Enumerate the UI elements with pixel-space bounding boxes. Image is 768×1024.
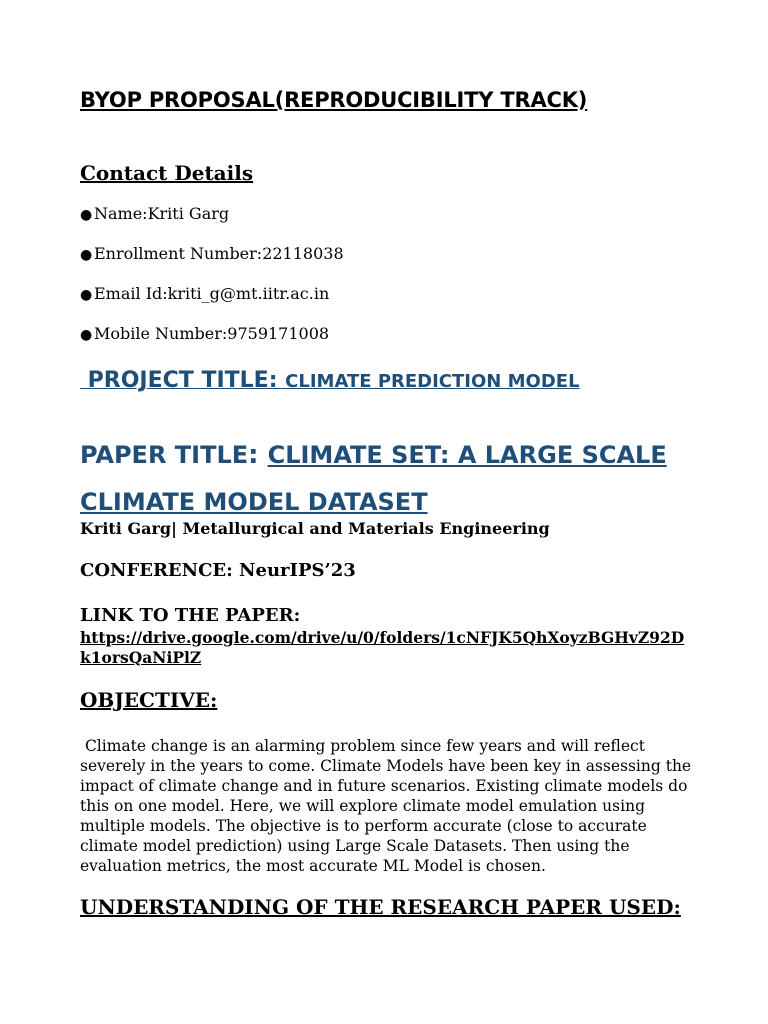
bullet-icon: ● <box>80 207 93 223</box>
objective-heading: OBJECTIVE: <box>80 688 218 712</box>
paper-link-label: LINK TO THE PAPER: <box>80 605 301 626</box>
objective-body: Climate change is an alarming problem since few years and will reflect severely in the years to come. Climate Models have been key in assessing the impact of climate change and in future scenarios. Existing climate models do this on one model. Here, we will explore climate model emulation using multiple models. The objective is to perform accurate (close to accurate climate model prediction) using Large Scale Datasets. Then using the evaluation metrics, the most accurate ML Model is chosen. <box>80 737 697 875</box>
paper-title-link[interactable]: CLIMATE SET: A LARGE SCALE CLIMATE MODEL DATASET <box>80 441 667 516</box>
contact-name: Name:Kriti Garg <box>94 204 230 223</box>
bullet-icon: ● <box>80 327 93 343</box>
bullet-icon: ● <box>80 247 93 263</box>
paper-title <box>80 432 700 526</box>
bullet-icon: ● <box>80 287 93 303</box>
contact-item-email <box>80 284 344 324</box>
author-line: Kriti Garg| Metallurgical and Materials Engineering <box>80 519 550 538</box>
paper-title-colon: : <box>248 440 268 470</box>
contact-email: Email Id:kriti_g@mt.iitr.ac.in <box>94 284 330 303</box>
understanding-heading: UNDERSTANDING OF THE RESEARCH PAPER USED: <box>80 895 681 919</box>
contact-item-mobile <box>80 324 344 364</box>
conference-line: CONFERENCE: NeurIPS’23 <box>80 560 356 581</box>
contact-list <box>80 204 344 364</box>
contact-enrollment: Enrollment Number:22118038 <box>94 244 344 263</box>
contact-details-heading: Contact Details <box>80 161 254 185</box>
contact-item-enrollment <box>80 244 344 284</box>
contact-mobile: Mobile Number:9759171008 <box>94 324 330 343</box>
contact-item-name <box>80 204 344 244</box>
project-title <box>80 368 580 393</box>
project-title-value: CLIMATE PREDICTION MODEL <box>285 371 580 392</box>
paper-title-label: PAPER TITLE <box>80 441 249 469</box>
project-title-label: PROJECT TITLE: <box>80 368 286 393</box>
paper-link-url[interactable]: https://drive.google.com/drive/u/0/folders/1cNFJK5QhXoyzBGHvZ92Dk1orsQaNiPlZ <box>80 628 685 667</box>
document-title: BYOP PROPOSAL(REPRODUCIBILITY TRACK) <box>80 88 588 112</box>
